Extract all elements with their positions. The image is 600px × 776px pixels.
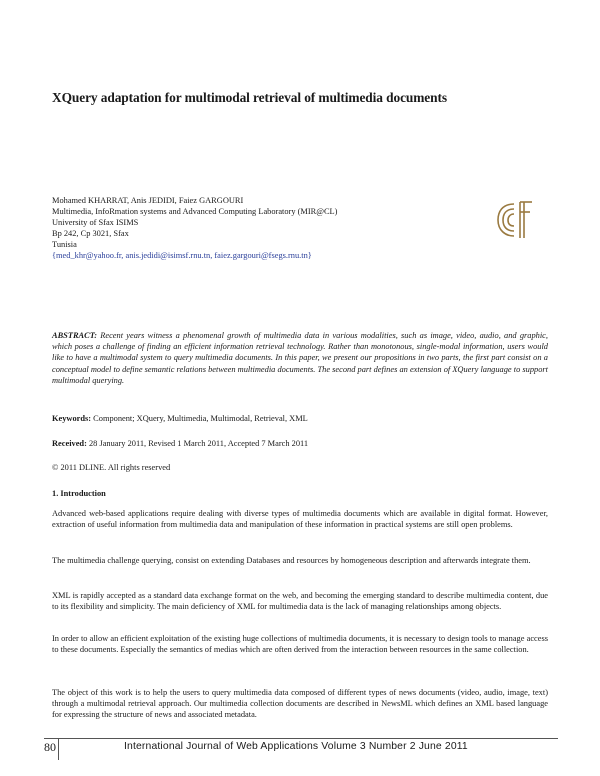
author-emails[interactable]: {med_khr@yahoo.fr, anis.jedidi@isimsf.rnu.tn, faiez.gargouri@fsegs.rnu.tn}: [52, 250, 312, 260]
abstract-label: ABSTRACT:: [52, 331, 97, 340]
received-text: 28 January 2011, Revised 1 March 2011, Accepted 7 March 2011: [88, 439, 309, 448]
received-label: Received:: [52, 439, 87, 448]
dline-logo-icon: [494, 198, 534, 242]
copyright: © 2011 DLINE. All rights reserved: [52, 463, 171, 472]
author-names: Mohamed KHARRAT, Anis JEDIDI, Faiez GARGOURI: [52, 196, 244, 205]
author-country: Tunisia: [52, 239, 77, 249]
journal-info: International Journal of Web Applications Volume 3 Number 2 June 2011: [124, 741, 468, 752]
author-university: University of Sfax ISIMS: [52, 217, 139, 227]
footer-rule: [44, 738, 558, 739]
page-number: 80: [44, 740, 56, 754]
section-heading: 1. Introduction: [52, 489, 106, 498]
received-dates: [52, 438, 548, 449]
abstract: [52, 330, 548, 386]
keywords-text: Component; XQuery, Multimedia, Multimodal, Retrieval, XML: [93, 414, 308, 423]
paper-title: XQuery adaptation for multimodal retrieval of multimedia documents: [52, 90, 447, 105]
body-paragraph: The multimedia challenge querying, consist on extending Databases and resources by homogeneous description and afterwards integrate them.: [52, 556, 531, 565]
body-paragraph: In order to allow an efficient exploitation of the existing huge collections of multimedia documents, it is necessary to design tools to manage access to these documents. Especially the semantics of medias which are often derived from the interaction between resources in the same collection.: [52, 634, 548, 655]
author-block: [52, 196, 452, 261]
author-lab: Multimedia, InfoRmation systems and Advanced Computing Laboratory (MIR@CL): [52, 206, 338, 216]
keywords: [52, 413, 548, 424]
author-address: Bp 242, Cp 3021, Sfax: [52, 228, 129, 238]
footer-divider: [58, 738, 59, 760]
body-paragraph: XML is rapidly accepted as a standard data exchange format on the web, and becoming the emerging standard to describe multimedia content, due to its flexibility and simplicity. The main deficiency of XML for multimedia data is the lack of managing relationships among objects.: [52, 591, 548, 612]
body-paragraph: Advanced web-based applications require dealing with diverse types of multimedia documents which are available in digital format. However, extraction of useful information from multimedia data and manipulation of these information in practical systems are still open problems.: [52, 509, 548, 530]
keywords-label: Keywords:: [52, 414, 92, 423]
body-paragraph: The object of this work is to help the users to query multimedia data composed of different types of news documents (video, audio, image, text) through a multimodal retrieval approach. Our multimedia collection documents are described in NewsML which defines an XML based language for expressing the structure of news and associated metadata.: [52, 688, 548, 720]
abstract-text: Recent years witness a phenomenal growth of multimedia data in various modalities, such as image, video, audio, and graphic, which poses a challenge of finding an efficient information retrieval technology. Rather than monotonous, single-modal information, users would like to have a multimodal system to query multimedia documents. In this paper, we present our propositions in two parts, the first part consist on a conceptual model to define semantic relations between multimedia documents. The second part defines an extension of XQuery language to support multimodal querying.: [52, 331, 548, 385]
